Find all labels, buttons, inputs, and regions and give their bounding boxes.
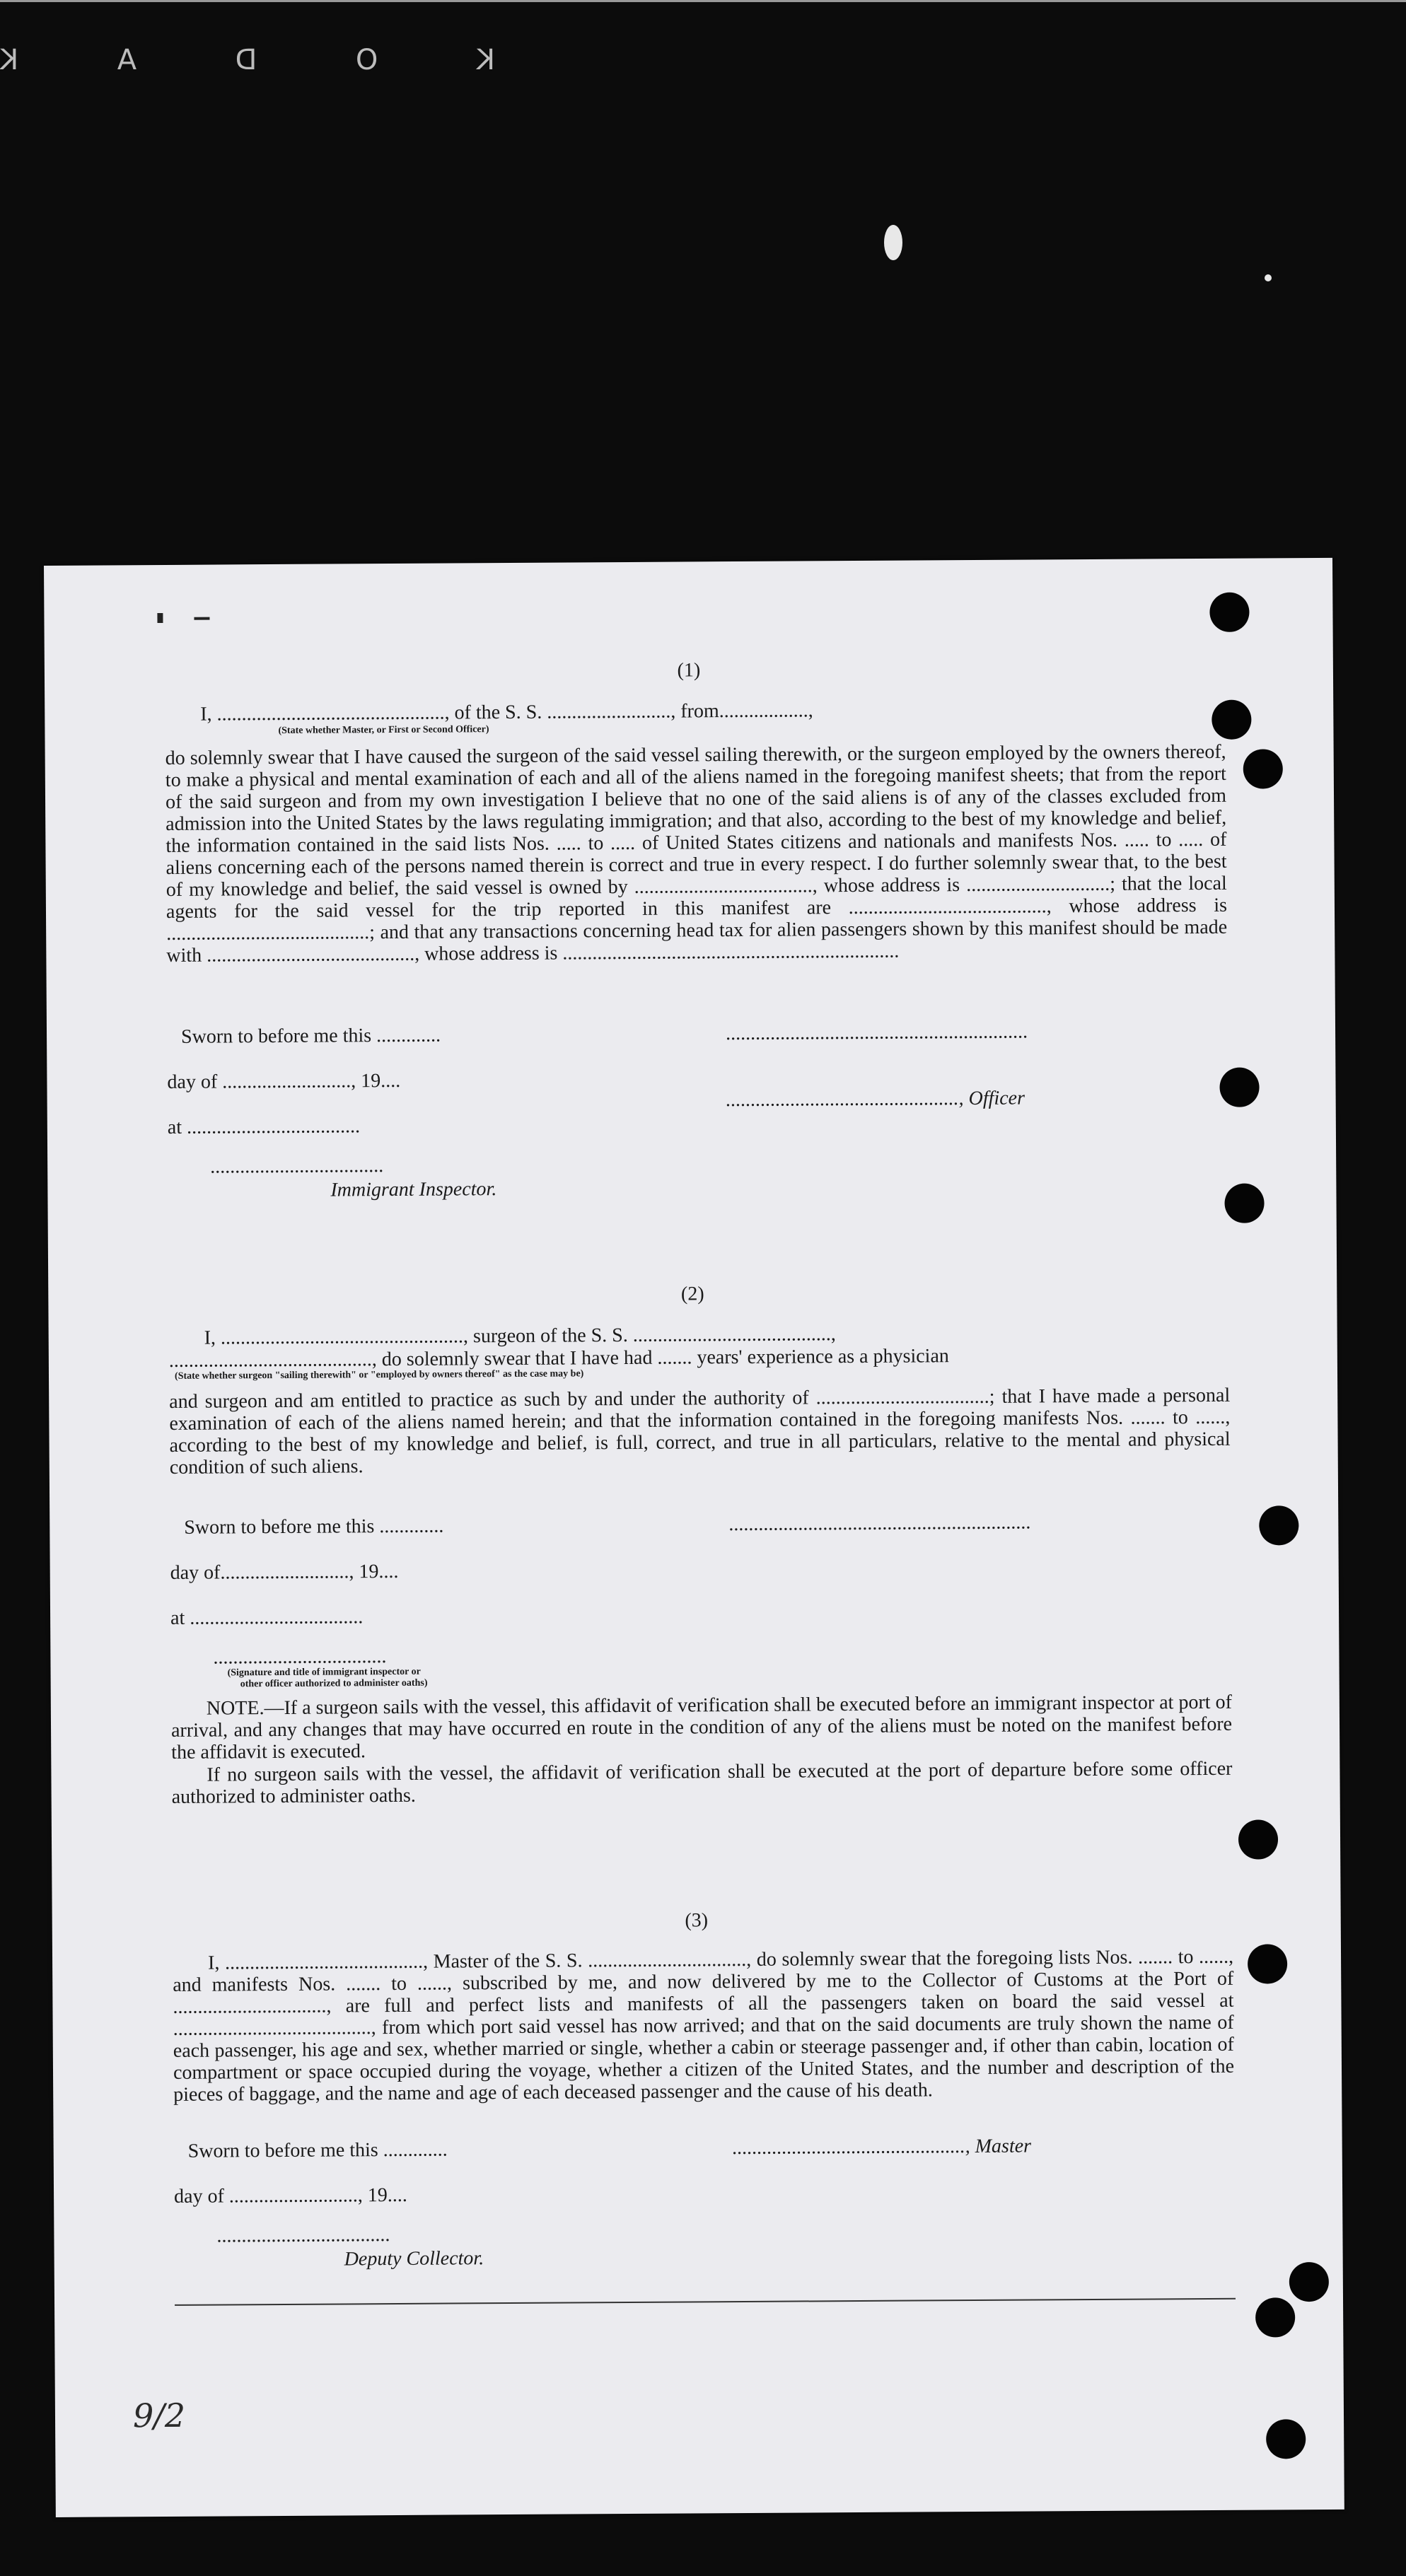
section-1-body: do solemnly swear that I have caused the surgeon of the said vessel sailing therewith, or the surgeon employed by the owners thereof, to make a physical and mental examination of each and all of the aliens named in the foregoing manifest sheets; that from the report of the said surgeon and from my own investigation I believe that no one of the said aliens is of any of the classes excluded from admission into the United States by the laws regulating immigration; and that also, according to the best of my knowledge and belief, the information contained in the said lists Nos. ..... to ..... of United States citizens and nationals and manifests Nos. ..... to ..... of aliens concerning each of the persons named therein is correct and true in every respect. I do further solemnly swear that, to the best of my knowledge and belief, the said vessel is owned by ...................................., whose address is .............................; that the local agents for the said vessel for the trip reported in this manifest are ........................................, whose address is .........................................; and that any transactions concerning head tax for alien passengers shown by this manifest should be made with .........................................., whose address is .................................................................... [165,740,1228,967]
film-brand-letter: K [476,44,495,76]
manifest-page [44,558,1344,2517]
bottom-rule [175,2298,1236,2306]
film-speck [1265,274,1272,281]
section-3-collector-dots: ................................... [216,2224,390,2247]
section-2-signature-note: (Signature and title of immigrant inspector or [227,1666,421,1679]
film-brand-text [0,44,495,76]
film-brand-letter: K [0,44,19,76]
section-2-line-2: ........................................., do solemnly swear that I have had ....... years' experience as a physician [168,1345,949,1372]
punch-hole [1219,1068,1259,1107]
film-brand-letter: O [355,44,378,76]
punch-hole [1266,2419,1306,2459]
section-2-at: at ................................... [170,1606,364,1629]
section-1-number: (1) [677,659,701,682]
section-3-body: I, ........................................, Master of the S. S. ................................, do solemnly swear that the foregoing lists Nos. ....... to ......, and manifests Nos. ....... to ......, subscribed by me, and now delivered by me to the Collector of Customs at the Port of ..............................., are full and perfect lists and manifests of all the passengers taken on board the said vessel at ........................................, from which port said vessel has now arrived; and that on the said documents are truly shown the name of each passenger, his age and sex, whether married or single, whether a cabin or steerage passenger and, if other than cabin, location of compartment or space occupied during the voyage, whether a citizen of the United States, and the number and description of the pieces of baggage, and the name and age of each deceased passenger and the cause of his death. [173,1945,1235,2106]
punch-hole [1243,749,1283,788]
ink-mark [194,617,209,620]
section-2-day: day of.........................., 19.... [170,1560,399,1584]
section-1-inspector-dots: ................................... [210,1155,384,1178]
section-1-signature-line: ............................................................. [725,1020,1028,1045]
punch-hole [1209,593,1249,632]
section-2-line-2-note: (State whether surgeon "sailing therewith" or "employed by owners thereof" as the case may be) [174,1368,584,1382]
section-3-sworn: Sworn to before me this ............. [187,2138,448,2162]
punch-hole [1224,1183,1264,1223]
section-2-note: NOTE.—If a surgeon sails with the vessel, this affidavit of verification shall be executed before an immigrant inspector at port of arrival, and any changes that may have occurred en route in the condition of any of the aliens must be noted on the manifest before the affidavit is executed. [170,1691,1233,1764]
section-2-signature-line: ............................................................. [728,1511,1031,1536]
section-2-note-2: If no surgeon sails with the vessel, the affidavit of verification shall be executed at the port of departure before some officer authorized to administer oaths. [171,1757,1233,1808]
section-1-officer-line: ..............................................., Officer [726,1087,1026,1112]
section-1-line-1-note: (State whether Master, or First or Second Officer) [278,724,489,736]
section-1-sworn: Sworn to before me this ............. [180,1024,441,1048]
section-2-body: and surgeon and am entitled to practice as such by and under the authority of ...................................; that I have made a personal examination of each of the aliens named herein; and that the information contained in the foregoing manifests Nos. ....... to ......, according to the best of my knowledge and belief, is full, correct, and true in all particulars, relative to the mental and physical condition of such aliens. [169,1384,1231,1479]
punch-hole [1255,2297,1295,2337]
section-3-master-line: ..............................................., Master [732,2135,1032,2160]
section-3-collector-label: Deputy Collector. [344,2247,484,2271]
section-1-at: at ................................... [167,1115,361,1138]
section-1-line-1: I, .............................................., of the S. S. ........................., from.................., [200,699,813,725]
handwritten-note: 9/2 [132,2396,186,2435]
punch-hole [1212,700,1251,740]
section-3-number: (3) [685,1909,709,1932]
section-2-number: (2) [680,1283,704,1305]
film-speck [884,225,902,260]
section-2-sworn: Sworn to before me this ............. [184,1515,444,1539]
punch-hole [1289,2262,1329,2302]
film-brand-letter: D [235,44,257,76]
section-1-day: day of .........................., 19.... [167,1069,401,1093]
section-3-day: day of .........................., 19.... [173,2184,407,2208]
section-2-signature-note: other officer authorized to administer oaths) [240,1677,428,1690]
punch-hole [1238,1819,1278,1859]
punch-hole [1259,1505,1298,1545]
section-2-signature-dots: ................................... [213,1645,387,1669]
section-1-inspector-label: Immigrant Inspector. [330,1178,497,1201]
film-brand-letter: A [117,44,137,76]
ink-mark [157,613,163,623]
section-2-line-1: I, ................................................., surgeon of the S. S. ........................................, [204,1323,836,1349]
punch-hole [1248,1944,1287,1983]
